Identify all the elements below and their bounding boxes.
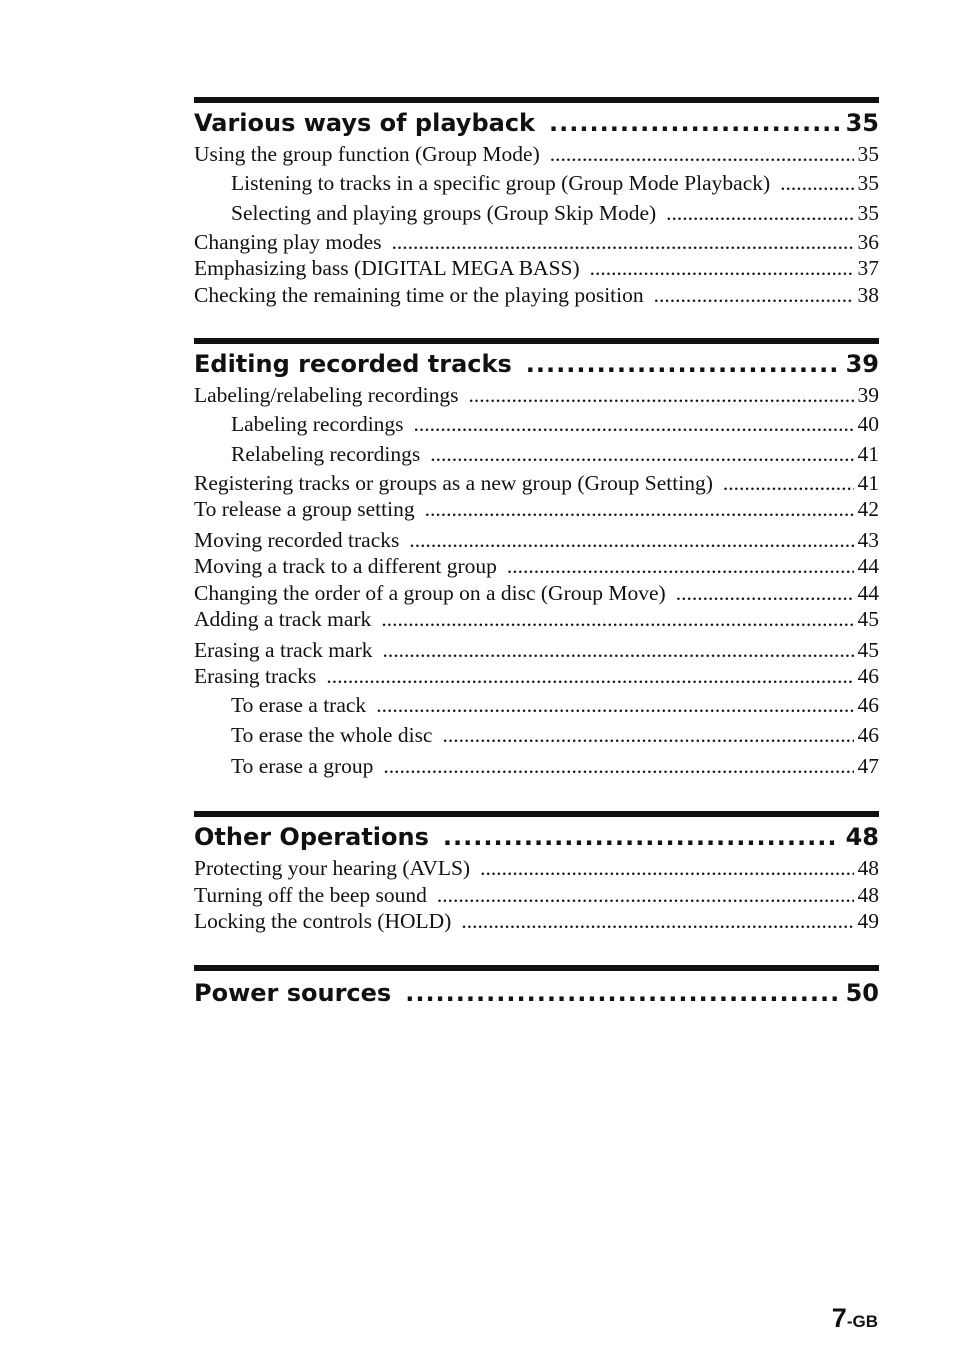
dot-leader bbox=[405, 977, 839, 1009]
entry-page: 39 bbox=[857, 383, 879, 407]
entry-page: 35 bbox=[857, 170, 879, 195]
entry-page: 45 bbox=[857, 607, 879, 631]
entry-page: 38 bbox=[857, 282, 879, 307]
entry-title: Changing the order of a group on a disc (Group Move) bbox=[194, 580, 666, 605]
toc-entry[interactable] bbox=[194, 255, 879, 282]
toc-entry[interactable] bbox=[194, 855, 879, 882]
entry-page: 48 bbox=[857, 856, 879, 880]
dot-leader bbox=[376, 690, 853, 721]
toc-subentry[interactable] bbox=[194, 198, 879, 229]
toc-subentry[interactable] bbox=[194, 751, 879, 782]
dot-leader bbox=[590, 255, 854, 282]
toc-entry[interactable] bbox=[194, 606, 879, 633]
dot-leader bbox=[480, 855, 853, 882]
entry-title: Listening to tracks in a specific group (Group Mode Playback) bbox=[231, 170, 771, 195]
dot-leader bbox=[383, 637, 854, 664]
dot-leader bbox=[507, 553, 854, 580]
entry-title: Adding a track mark bbox=[194, 607, 372, 631]
section-page: 35 bbox=[845, 109, 879, 137]
entry-title: Locking the controls (HOLD) bbox=[194, 909, 452, 933]
entry-page: 42 bbox=[857, 497, 879, 521]
entry-title: Changing play modes bbox=[194, 229, 382, 254]
entry-title: To erase the whole disc bbox=[231, 723, 433, 747]
section-rule bbox=[194, 338, 879, 344]
dot-leader bbox=[442, 720, 853, 751]
dot-leader bbox=[549, 107, 840, 139]
section-rule bbox=[194, 811, 879, 817]
entry-page: 35 bbox=[857, 142, 879, 166]
entry-title: Registering tracks or groups as a new group (Group Setting) bbox=[194, 470, 713, 495]
entry-page: 37 bbox=[857, 256, 879, 280]
toc-subentry[interactable] bbox=[194, 168, 879, 199]
entry-page: 46 bbox=[857, 723, 879, 747]
entry-page: 48 bbox=[857, 882, 879, 907]
dot-leader bbox=[468, 382, 853, 409]
page-number-suffix: -GB bbox=[846, 1312, 878, 1331]
entry-title: To erase a track bbox=[231, 692, 367, 717]
section-heading[interactable] bbox=[194, 348, 879, 380]
dot-leader bbox=[443, 821, 840, 853]
dot-leader bbox=[676, 580, 854, 607]
toc-entry[interactable] bbox=[194, 908, 879, 935]
entry-title: Using the group function (Group Mode) bbox=[194, 142, 540, 166]
entry-page: 40 bbox=[857, 411, 879, 436]
toc-entry[interactable] bbox=[194, 882, 879, 909]
dot-leader bbox=[414, 409, 854, 440]
dot-leader bbox=[425, 496, 854, 523]
dot-leader bbox=[326, 663, 853, 690]
dot-leader bbox=[654, 282, 854, 309]
entry-title: Moving recorded tracks bbox=[194, 527, 400, 552]
entry-page: 49 bbox=[857, 909, 879, 933]
entry-page: 36 bbox=[857, 229, 879, 254]
entry-title: Checking the remaining time or the playing position bbox=[194, 282, 644, 307]
toc-subentry[interactable] bbox=[194, 690, 879, 721]
toc-section bbox=[194, 811, 879, 935]
dot-leader bbox=[392, 229, 854, 256]
section-page: 48 bbox=[845, 823, 879, 851]
toc-entry[interactable] bbox=[194, 229, 879, 256]
section-rule bbox=[194, 965, 879, 971]
dot-leader bbox=[550, 141, 854, 168]
toc-entry[interactable] bbox=[194, 470, 879, 497]
entry-page: 45 bbox=[857, 637, 879, 662]
toc-subentry[interactable] bbox=[194, 720, 879, 751]
section-rule bbox=[194, 97, 879, 103]
dot-leader bbox=[409, 527, 853, 554]
dot-leader bbox=[526, 348, 840, 380]
section-title: Power sources bbox=[194, 978, 392, 1007]
dot-leader bbox=[666, 198, 853, 229]
entry-page: 47 bbox=[857, 753, 879, 778]
entry-page: 41 bbox=[857, 442, 879, 466]
section-title: Editing recorded tracks bbox=[194, 350, 512, 378]
entry-page: 44 bbox=[857, 580, 879, 605]
entry-title: Selecting and playing groups (Group Skip Mode) bbox=[231, 201, 657, 225]
toc-entry[interactable] bbox=[194, 141, 879, 168]
toc-entry[interactable] bbox=[194, 382, 879, 409]
dot-leader bbox=[437, 882, 854, 909]
entry-title: To release a group setting bbox=[194, 497, 415, 521]
entry-page: 35 bbox=[857, 201, 879, 225]
entry-title: Moving a track to a different group bbox=[194, 554, 497, 578]
entry-title: Turning off the beep sound bbox=[194, 882, 427, 907]
entry-page: 46 bbox=[857, 664, 879, 688]
toc-entry[interactable] bbox=[194, 637, 879, 664]
toc-section bbox=[194, 965, 879, 1009]
table-of-contents bbox=[194, 97, 879, 1039]
entry-page: 41 bbox=[857, 470, 879, 495]
toc-entry[interactable] bbox=[194, 527, 879, 554]
toc-subentry[interactable] bbox=[194, 439, 879, 470]
entry-title: Erasing a track mark bbox=[194, 637, 373, 662]
dot-leader bbox=[381, 606, 853, 633]
entry-page: 43 bbox=[857, 527, 879, 552]
entry-title: Protecting your hearing (AVLS) bbox=[194, 856, 471, 880]
dot-leader bbox=[780, 168, 853, 199]
entry-title: Erasing tracks bbox=[194, 664, 317, 688]
dot-leader bbox=[383, 751, 853, 782]
section-heading[interactable] bbox=[194, 107, 879, 139]
page-footer bbox=[832, 1303, 878, 1334]
entry-page: 44 bbox=[857, 554, 879, 578]
entry-title: To erase a group bbox=[231, 753, 374, 778]
section-title: Other Operations bbox=[194, 823, 429, 851]
page-number: 7 bbox=[831, 1303, 847, 1333]
entry-title: Relabeling recordings bbox=[231, 442, 421, 466]
dot-leader bbox=[430, 439, 853, 470]
section-title: Various ways of playback bbox=[194, 109, 536, 137]
section-heading[interactable] bbox=[194, 821, 879, 853]
dot-leader bbox=[461, 908, 853, 935]
section-page: 39 bbox=[845, 350, 879, 378]
entry-title: Emphasizing bass (DIGITAL MEGA BASS) bbox=[194, 256, 580, 280]
section-page: 50 bbox=[845, 978, 879, 1007]
toc-entry[interactable] bbox=[194, 282, 879, 309]
section-heading[interactable] bbox=[194, 977, 879, 1009]
entry-page: 46 bbox=[857, 692, 879, 717]
entry-title: Labeling/relabeling recordings bbox=[194, 383, 459, 407]
toc-entry[interactable] bbox=[194, 496, 879, 523]
toc-section bbox=[194, 338, 879, 781]
toc-entry[interactable] bbox=[194, 553, 879, 580]
toc-section bbox=[194, 97, 879, 308]
toc-entry[interactable] bbox=[194, 580, 879, 607]
dot-leader bbox=[723, 470, 854, 497]
toc-entry[interactable] bbox=[194, 663, 879, 690]
toc-subentry[interactable] bbox=[194, 409, 879, 440]
entry-title: Labeling recordings bbox=[231, 411, 404, 436]
